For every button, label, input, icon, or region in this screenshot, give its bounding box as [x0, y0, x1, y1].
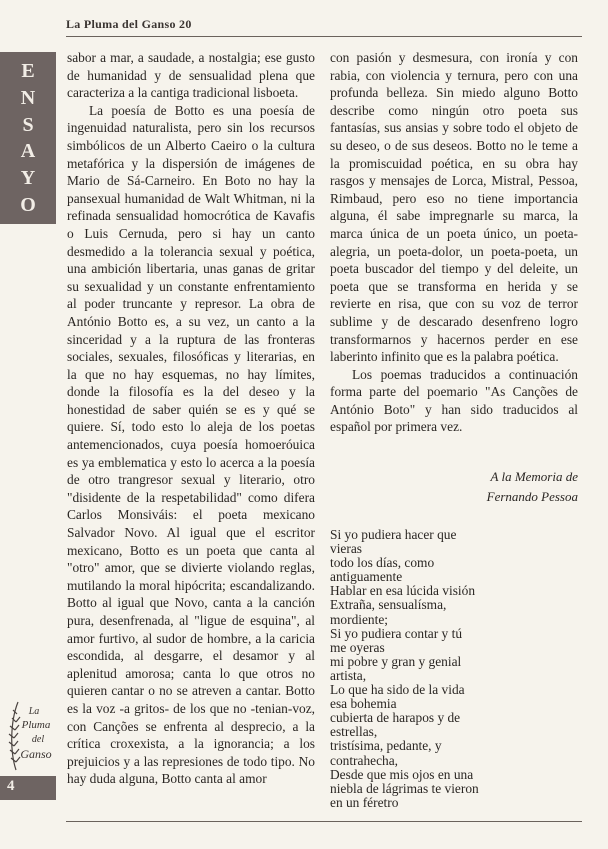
poem-line: esa bohemia [330, 696, 397, 712]
text-column-left [67, 49, 315, 788]
page-number-box [0, 776, 56, 800]
footer-divider [66, 821, 582, 822]
poem-line: artista, [330, 667, 367, 683]
paragraph: Los poemas traducidos a continuación forma parte del poemario "As Canções de António Boto" y han sido traducidos al español por primera vez. [330, 366, 578, 435]
poem-line: tristísima, pedante, y [330, 738, 442, 754]
paragraph: La poesía de Botto es una poesía de ingenuidad naturalista, pero sin los recursos simbólicos de un Alberto Caeiro o la cultura metafórica y la dispersión de imágenes de Mario de Sá-Carneiro. En Boto no hay la pansexual humanidad de Walt Whitman, ni la refinada sensualidad homocrótica de Kavafis o Luis Cernuda, pero si hay un canto desmedido a la tolerancia sexual y poética, una ambición libertaria, unas ganas de gritar su sexualidad y un constante enfrentamiento al poder truncante y represor. La obra de António Botto es, a su vez, un canto a la sinceridad y a la ruptura de las fronteras sociales, sexuales, filosóficas y literarias, en la que no hay esquemas, no hay límites, donde la filosofía es la del deseo y la honestidad de saber quién se es y qué se quiere. Sí, todo esto lo aleja de los poetas antemencionados, cuya poesía homoeróuica es ya emblematica y esto lo acerca a la poesía de otro trangresor sexual y literario, otro "disidente de la respetabilidad" como difera Carlos Monsiváis: el poeta mexicano Salvador Novo. Al igual que el escritor mexicano, Botto es un poeta que canta al "otro" amor, que se divierte violando reglas, mutilando la moral hipócrita; escandalizando. Botto al igual que Novo, canta a la canción pura, desenfrenada, al "ligue de esquina", al amor furtivo, al sudor de hombre, a la caricia escondida, al desgarre, el desamor y al aplenitud amorosa; canta lo que otros no quieren cantar o no se atreven a cantar. Botto es la voz -a gritos- de los que no -tenian-voz, con Canções se enfrenta al desprecio, a la crítica croxexista, a la ignorancia; a los prejuicios y a las represiones de todo tipo. No hay duda alguna, Botto canta al amor [67, 102, 315, 787]
poem-line: mi pobre y gran y genial [330, 653, 462, 669]
poem [330, 528, 530, 810]
poem-line: contrahecha, [330, 752, 399, 768]
poem-line: Si yo pudiera contar y tú [330, 625, 463, 641]
poem-line: vieras [330, 541, 362, 557]
poem-line: todo los días, como [330, 555, 435, 571]
section-tab [0, 52, 56, 224]
dedication-line: A la Memoria de [490, 469, 578, 484]
poem-line: mordiente; [330, 611, 389, 627]
logo-text: del [31, 734, 45, 745]
dedication-line: Fernando Pessoa [486, 489, 578, 504]
section-letter: O [20, 193, 36, 216]
poem-line: Lo que ha sido de la vida [330, 682, 465, 698]
poem-line: cubierta de harapos y de [330, 710, 461, 726]
poem-line: en un féretro [330, 794, 399, 810]
logo-text: La [28, 706, 40, 717]
section-letter: E [21, 60, 35, 83]
header-divider [66, 36, 582, 37]
logo-text: Ganso [20, 747, 52, 761]
section-letter: Y [20, 166, 36, 189]
poem-line: Si yo pudiera hacer que [330, 527, 457, 542]
poem-line: antiguamente [330, 569, 403, 585]
running-header: La Pluma del Ganso 20 [66, 17, 192, 31]
poem-line: me oyeras [330, 639, 385, 655]
section-letter: A [20, 140, 36, 163]
page-number: 4 [7, 778, 15, 794]
la-pluma-del-ganso-logo [4, 692, 56, 774]
text-column-right [330, 49, 578, 436]
paragraph: con pasión y desmesura, con ironía y con rabia, con violencia y ternura, pero con una profunda belleza. Sin miedo alguno Botto describe como ningún otro poeta sus fantasías, sus ansias y sobre todo el objeto de su deseo, o de sus deseos. Botto no le teme a la promiscuidad poética, en su obra hay rasgos y mensajes de Lorca, Mistral, Pessoa, Rimbaud, pero eso no tiene importancia alguna, él sabe impregnarle su marca, la marca única de un poeta único, un poeta-alegria, un poeta-dolor, un poeta-poeta, un poeta buscador del tiempo y del deleite, un poeta que se transforma en herida y se revierte en risa, que con su voz de terror sublime y de descarado desenfreno logro transformarnos y hacernos perder en ese laberinto infinito que es la palabra poética. [330, 50, 578, 365]
section-letter: N [20, 86, 36, 109]
section-letter: S [22, 113, 34, 136]
poem-line: Desde que mis ojos en una [330, 766, 474, 782]
dedication [400, 467, 578, 507]
poem-line: Hablar en esa lúcida visión [330, 583, 476, 599]
logo-text: Pluma [21, 719, 51, 731]
poem-line: Extraña, sensualísma, [330, 597, 447, 613]
poem-line: estrellas, [330, 724, 378, 740]
paragraph: sabor a mar, a saudade, a nostalgia; ese gusto de humanidad y de sensualidad plena que caracteriza a la cantiga tradicional lisboeta. [67, 50, 315, 101]
poem-line: niebla de lágrimas te vieron [330, 780, 479, 796]
